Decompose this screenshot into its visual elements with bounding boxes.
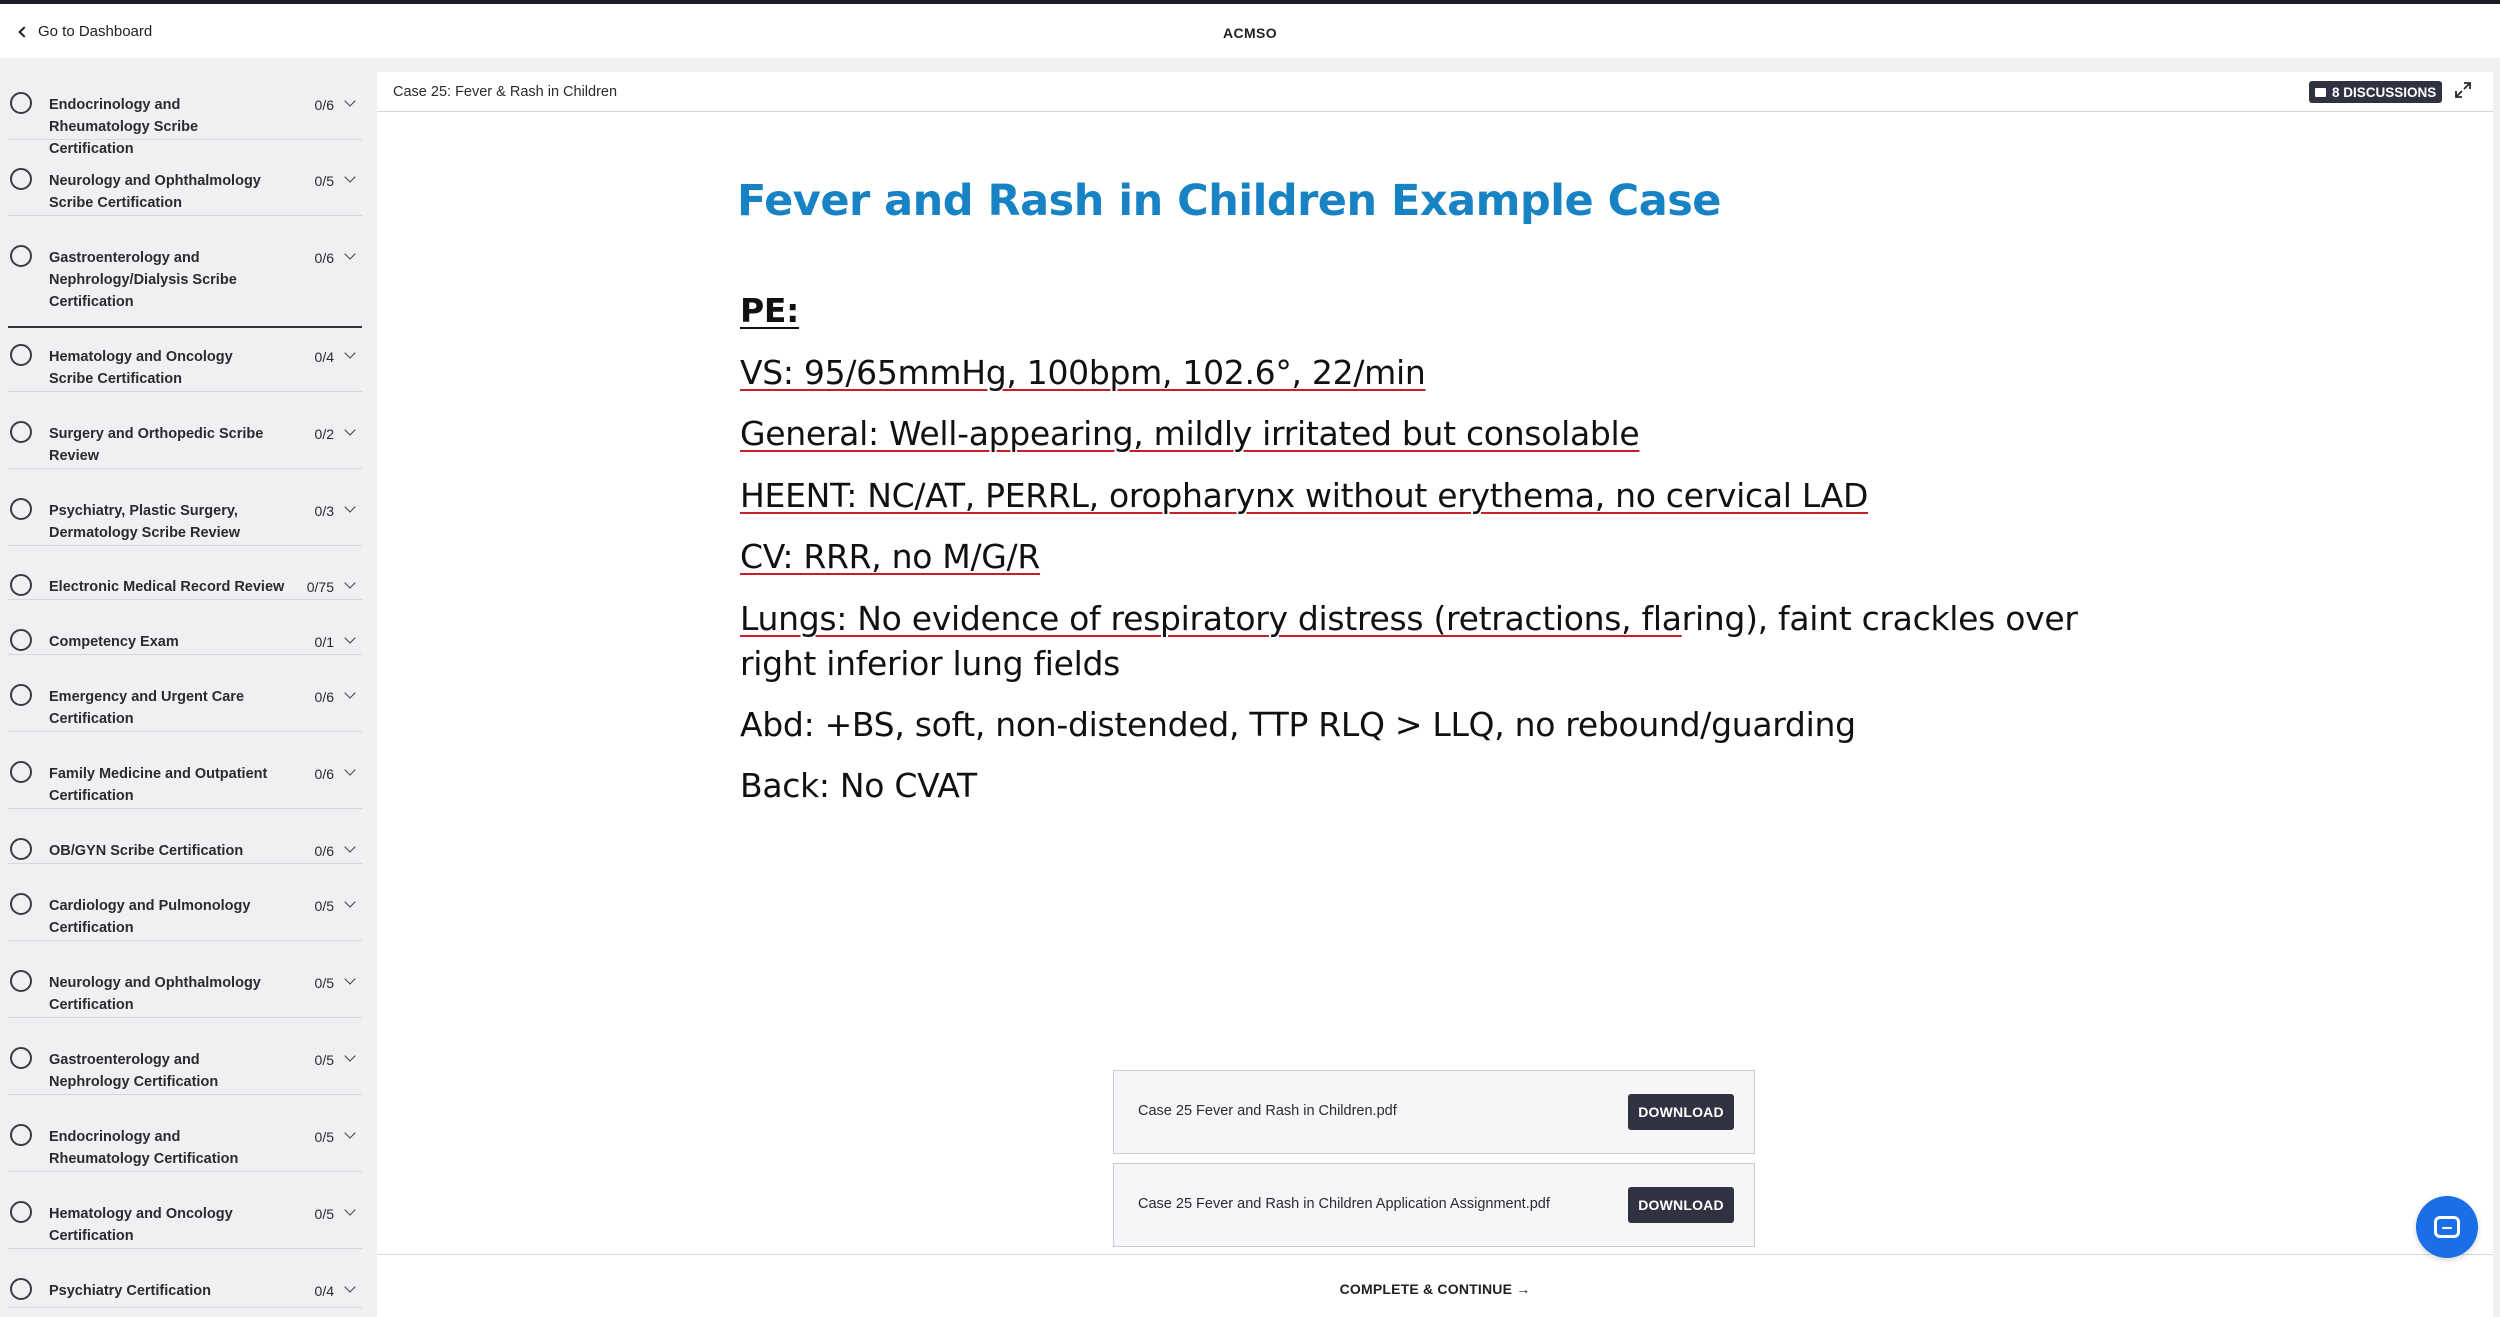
sidebar-item-label: Cardiology and Pulmonology Certification <box>49 898 251 936</box>
download-file-name: Case 25 Fever and Rash in Children Application Assignment.pdf <box>1138 1196 1550 1212</box>
chevron-down-icon[interactable] <box>344 248 355 259</box>
sidebar-item-hematology-oncology-scribe[interactable] <box>8 344 362 392</box>
slide-line-lungs <box>740 596 2078 641</box>
sidebar-item-label: Gastroenterology and Nephrology/Dialysis Scribe Certification <box>49 250 237 310</box>
incomplete-circle-icon <box>10 1047 32 1069</box>
sidebar-item-hematology-oncology[interactable] <box>8 1201 362 1249</box>
slide-line-cv: CV: RRR, no M/G/R <box>740 537 1041 576</box>
app-title: ACMSO <box>1222 25 1278 41</box>
course-sidebar <box>0 62 372 1317</box>
sidebar-item-endocrinology-rheumatology-scribe[interactable] <box>8 92 362 157</box>
chevron-down-icon[interactable] <box>344 632 355 643</box>
sidebar-item-cardiology-pulmonology[interactable] <box>8 893 362 941</box>
chat-icon <box>2434 1216 2460 1238</box>
sidebar-item-count: 0/5 <box>314 975 334 991</box>
sidebar-item-count: 0/5 <box>314 1129 334 1145</box>
discussions-label: 8 DISCUSSIONS <box>2332 84 2437 100</box>
discussions-button[interactable] <box>2309 81 2442 103</box>
sidebar-item-count: 0/5 <box>314 898 334 914</box>
slide-line-lungs-2: right inferior lung fields <box>740 644 1121 683</box>
chevron-down-icon[interactable] <box>344 973 355 984</box>
incomplete-circle-icon <box>10 893 32 915</box>
complete-and-continue-button[interactable]: COMPLETE & CONTINUE → <box>1339 1281 1531 1297</box>
case-title: Case 25: Fever & Rash in Children <box>393 84 618 100</box>
chevron-down-icon[interactable] <box>344 424 355 435</box>
incomplete-circle-icon <box>10 838 32 860</box>
sidebar-item-label: Psychiatry, Plastic Surgery, Dermatology Scribe Review <box>49 503 240 541</box>
sidebar-item-count: 0/6 <box>314 766 334 782</box>
sidebar-item-label: Neurology and Ophthalmology Scribe Certification <box>49 173 261 211</box>
sidebar-item-gastroenterology-nephrology-dialysis-scribe[interactable] <box>8 245 362 328</box>
sidebar-item-count: 0/6 <box>314 97 334 113</box>
chevron-down-icon[interactable] <box>344 577 355 588</box>
chevron-down-icon[interactable] <box>344 95 355 106</box>
incomplete-circle-icon <box>10 684 32 706</box>
slide-line-back: Back: No CVAT <box>740 766 977 805</box>
sidebar-item-label: Electronic Medical Record Review <box>49 579 285 595</box>
chevron-down-icon[interactable] <box>344 1127 355 1138</box>
lesson-panel <box>377 72 2493 1317</box>
sidebar-item-count: 0/6 <box>314 689 334 705</box>
incomplete-circle-icon <box>10 1278 32 1300</box>
expand-icon[interactable] <box>2453 80 2473 100</box>
incomplete-circle-icon <box>10 574 32 596</box>
download-item <box>1113 1163 1755 1247</box>
sidebar-item-label: Endocrinology and Rheumatology Certification <box>49 1129 239 1167</box>
sidebar-item-count: 0/4 <box>314 349 334 365</box>
sidebar-item-label: Family Medicine and Outpatient Certification <box>49 766 268 804</box>
chevron-down-icon[interactable] <box>344 1050 355 1061</box>
incomplete-circle-icon <box>10 761 32 783</box>
chevron-down-icon[interactable] <box>344 171 355 182</box>
sidebar-item-label: Gastroenterology and Nephrology Certification <box>49 1052 219 1090</box>
incomplete-circle-icon <box>10 498 32 520</box>
chat-button[interactable] <box>2416 1196 2478 1258</box>
sidebar-item-count: 0/6 <box>314 250 334 266</box>
sidebar-item-count: 0/5 <box>314 1206 334 1222</box>
sidebar-item-label: Neurology and Ophthalmology Certification <box>49 975 261 1013</box>
sidebar-item-label: Hematology and Oncology Scribe Certification <box>49 349 233 387</box>
incomplete-circle-icon <box>10 1201 32 1223</box>
slide-line-general: General: Well-appearing, mildly irritated but consolable <box>740 414 1640 453</box>
sidebar-item-count: 0/5 <box>314 1052 334 1068</box>
chevron-down-icon[interactable] <box>344 1281 355 1292</box>
sidebar-item-label: Surgery and Orthopedic Scribe Review <box>49 426 264 464</box>
incomplete-circle-icon <box>10 421 32 443</box>
slide-line-abd: Abd: +BS, soft, non-distended, TTP RLQ > LLQ, no rebound/guarding <box>740 705 1856 744</box>
slide-title: Fever and Rash in Children Example Case <box>737 176 1721 226</box>
sidebar-item-endocrinology-rheumatology[interactable] <box>8 1124 362 1172</box>
incomplete-circle-icon <box>10 245 32 267</box>
sidebar-item-label: Psychiatry Certification <box>49 1283 211 1299</box>
sidebar-item-count: 0/5 <box>314 173 334 189</box>
slide-line-heent: HEENT: NC/AT, PERRL, oropharynx without erythema, no cervical LAD <box>740 476 1869 515</box>
sidebar-item-neurology-ophthalmology-scribe[interactable] <box>8 168 362 216</box>
sidebar-item-emergency-urgent-care[interactable] <box>8 684 362 732</box>
sidebar-item-label: Competency Exam <box>49 634 179 650</box>
incomplete-circle-icon <box>10 1124 32 1146</box>
download-file-name: Case 25 Fever and Rash in Children.pdf <box>1138 1103 1397 1119</box>
chevron-down-icon[interactable] <box>344 764 355 775</box>
sidebar-item-competency-exam[interactable] <box>8 629 362 655</box>
sidebar-item-gastroenterology-nephrology[interactable] <box>8 1047 362 1095</box>
chevron-down-icon[interactable] <box>344 841 355 852</box>
sidebar-item-count: 0/4 <box>314 1283 334 1299</box>
sidebar-item-obgyn-scribe[interactable] <box>8 838 362 864</box>
chevron-down-icon[interactable] <box>344 501 355 512</box>
sidebar-item-label: Emergency and Urgent Care Certification <box>49 689 245 727</box>
sidebar-item-neurology-ophthalmology[interactable] <box>8 970 362 1018</box>
download-button[interactable]: DOWNLOAD <box>1628 1094 1734 1130</box>
incomplete-circle-icon <box>10 629 32 651</box>
sidebar-item-count: 0/75 <box>306 579 334 595</box>
download-item <box>1113 1070 1755 1154</box>
chevron-down-icon[interactable] <box>344 687 355 698</box>
chevron-down-icon[interactable] <box>344 1204 355 1215</box>
comment-icon <box>2315 88 2326 97</box>
sidebar-item-label: Hematology and Oncology Certification <box>49 1206 233 1244</box>
incomplete-circle-icon <box>10 344 32 366</box>
lesson-footer <box>377 1254 2493 1317</box>
chevron-down-icon[interactable] <box>344 347 355 358</box>
incomplete-circle-icon <box>10 92 32 114</box>
top-bar <box>0 0 2500 58</box>
incomplete-circle-icon <box>10 970 32 992</box>
chevron-down-icon[interactable] <box>344 896 355 907</box>
slide-heading-pe: PE: <box>740 291 800 330</box>
sidebar-item-count: 0/3 <box>314 503 334 519</box>
sidebar-item-label: OB/GYN Scribe Certification <box>49 843 244 859</box>
sidebar-item-surgery-orthopedic[interactable] <box>8 421 362 469</box>
slide-content <box>393 114 2233 1049</box>
slide-line-lungs-rest: ring), faint crackles over <box>1681 599 2078 638</box>
sidebar-item-count: 0/6 <box>314 843 334 859</box>
download-button[interactable]: DOWNLOAD <box>1628 1187 1734 1223</box>
sidebar-item-psychiatry[interactable] <box>8 1278 362 1308</box>
lesson-header <box>377 72 2493 112</box>
go-to-dashboard-label: Go to Dashboard <box>38 23 153 40</box>
sidebar-item-count: 0/2 <box>314 426 334 442</box>
slide-line-vs: VS: 95/65mmHg, 100bpm, 102.6°, 22/min <box>740 353 1426 392</box>
sidebar-item-family-medicine-outpatient[interactable] <box>8 761 362 809</box>
slide-line-lungs-underlined: Lungs: No evidence of respiratory distress (retractions, fla <box>740 599 1682 638</box>
sidebar-item-count: 0/1 <box>314 634 334 650</box>
sidebar-item-emr-review[interactable] <box>8 574 362 600</box>
incomplete-circle-icon <box>10 168 32 190</box>
sidebar-item-psychiatry-plastic-dermatology[interactable] <box>8 498 362 546</box>
sidebar-item-label: Endocrinology and Rheumatology Scribe Certification <box>49 97 199 157</box>
